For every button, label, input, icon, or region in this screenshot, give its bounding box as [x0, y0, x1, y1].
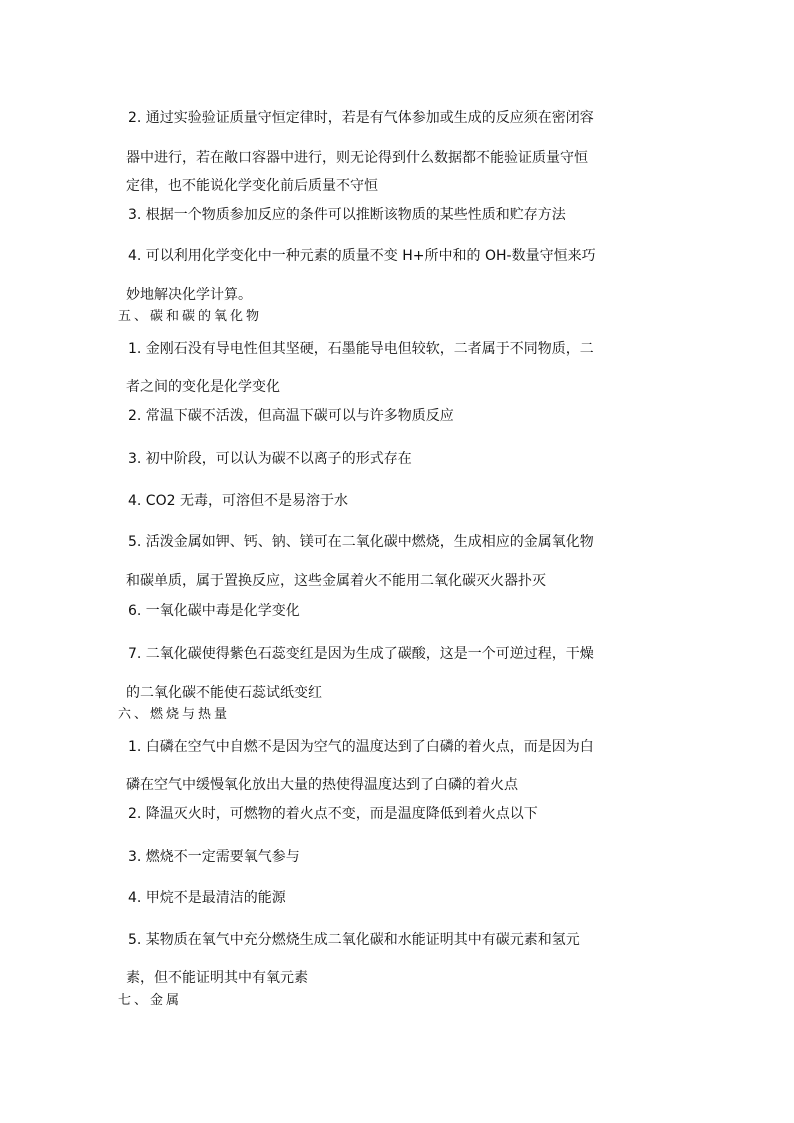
item-line: 妙地解决化学计算。 [126, 287, 252, 303]
item-line: 2. 降温灭火时，可燃物的着火点不变，而是温度降低到着火点以下 [128, 806, 538, 822]
section-heading: 七、金属 [118, 993, 183, 1008]
item-line: 7. 二氧化碳使得紫色石蕊变红是因为生成了碳酸，这是一个可逆过程，干燥 [128, 646, 594, 662]
item-line: 素，但不能证明其中有氧元素 [126, 970, 308, 986]
item-line: 器中进行，若在敞口容器中进行，则无论得到什么数据都不能验证质量守恒 [126, 150, 588, 166]
item-line: 4. 甲烷不是最清洁的能源 [128, 890, 286, 906]
item-line: 5. 活泼金属如钾、钙、钠、镁可在二氧化碳中燃烧，生成相应的金属氧化物 [128, 534, 594, 550]
item-line: 的二氧化碳不能使石蕊试纸变红 [126, 685, 322, 701]
item-line: 1. 金刚石没有导电性但其坚硬，石墨能导电但较软，二者属于不同物质，二 [128, 341, 594, 357]
item-line: 和碳单质，属于置换反应，这些金属着火不能用二氧化碳灭火器扑灭 [126, 573, 546, 589]
section-heading: 五、碳和碳的氧化物 [118, 309, 263, 324]
item-line: 4. CO2 无毒，可溶但不是易溶于水 [128, 493, 348, 509]
item-line: 定律，也不能说化学变化前后质量不守恒 [126, 178, 378, 194]
item-line: 4. 可以利用化学变化中一种元素的质量不变 H+所中和的 OH-数量守恒来巧 [128, 248, 596, 264]
item-line: 1. 白磷在空气中自燃不是因为空气的温度达到了白磷的着火点，而是因为白 [128, 739, 594, 755]
item-line: 3. 初中阶段，可以认为碳不以离子的形式存在 [128, 451, 412, 467]
item-line: 6. 一氧化碳中毒是化学变化 [128, 603, 300, 619]
item-line: 3. 根据一个物质参加反应的条件可以推断该物质的某些性质和贮存方法 [128, 207, 566, 223]
section-heading: 六、燃烧与热量 [118, 707, 231, 722]
item-line: 磷在空气中缓慢氧化放出大量的热使得温度达到了白磷的着火点 [126, 777, 518, 793]
item-line: 2. 常温下碳不活泼，但高温下碳可以与许多物质反应 [128, 408, 454, 424]
item-line: 3. 燃烧不一定需要氧气参与 [128, 849, 300, 865]
item-line: 者之间的变化是化学变化 [126, 379, 280, 395]
item-line: 2. 通过实验验证质量守恒定律时，若是有气体参加或生成的反应须在密闭容 [128, 110, 594, 126]
item-line: 5. 某物质在氧气中充分燃烧生成二氧化碳和水能证明其中有碳元素和氢元 [128, 932, 580, 948]
